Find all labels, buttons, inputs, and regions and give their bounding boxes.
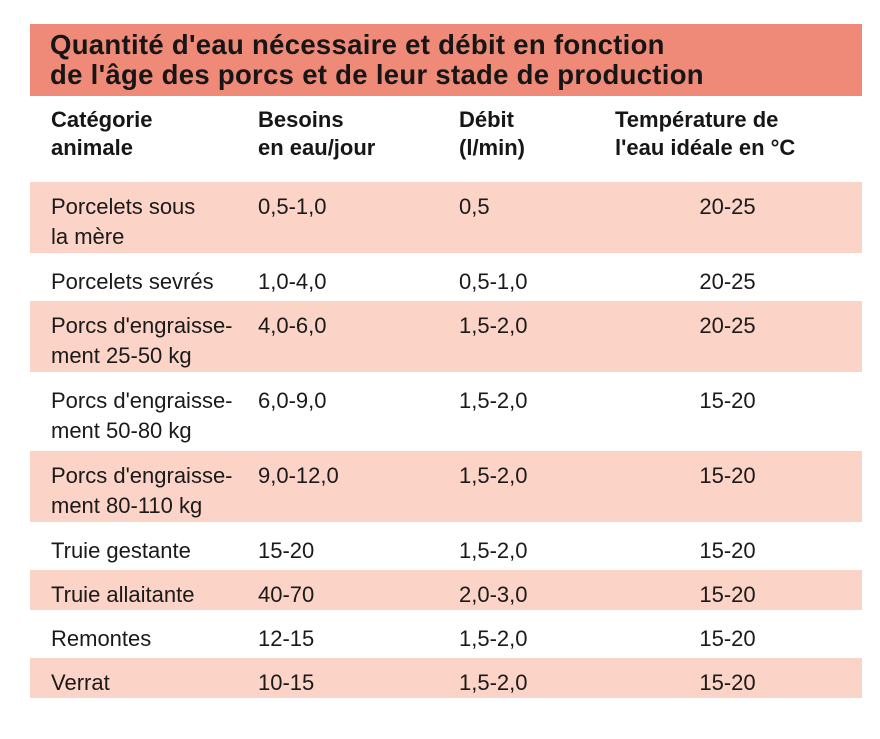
cell-debit: 1,5-2,0 [459,388,528,413]
cell-temperature: 15-20 [699,388,756,413]
cell-category: Porcelets sous la mère [51,194,196,249]
cell-category: Verrat [51,670,110,695]
cell-debit: 1,5-2,0 [459,538,528,563]
table-header [30,96,862,182]
header-besoins: Besoins en eau/jour [258,107,376,160]
cell-besoins: 40-70 [258,582,315,607]
cell-debit: 1,5-2,0 [459,670,528,695]
cell-temperature: 15-20 [699,463,756,488]
water-table [30,24,862,702]
cell-temperature: 15-20 [699,670,756,695]
table-row [30,182,862,257]
table-row [30,376,862,451]
cell-category: Porcs d'engraisse- ment 50-80 kg [51,388,233,443]
cell-debit: 1,5-2,0 [459,626,528,651]
cell-temperature: 15-20 [699,538,756,563]
cell-besoins: 4,0-6,0 [258,313,327,338]
cell-category: Porcelets sevrés [51,269,214,294]
cell-category: Truie gestante [51,538,191,563]
header-category: Catégorie animale [51,107,153,160]
header-debit: Débit (l/min) [459,107,525,160]
cell-debit: 1,5-2,0 [459,313,528,338]
table-row [30,451,862,526]
cell-debit: 2,0-3,0 [459,582,528,607]
cell-besoins: 12-15 [258,626,315,651]
cell-category: Truie allaitante [51,582,195,607]
cell-temperature: 20-25 [699,194,756,219]
cell-besoins: 15-20 [258,538,315,563]
table-row [30,257,862,301]
cell-debit: 0,5 [459,194,490,219]
table-row [30,301,862,376]
table-row [30,570,862,614]
cell-temperature: 20-25 [699,313,756,338]
cell-temperature: 20-25 [699,269,756,294]
table-row [30,526,862,570]
table-row [30,658,862,702]
cell-temperature: 15-20 [699,582,756,607]
cell-debit: 1,5-2,0 [459,463,528,488]
cell-temperature: 15-20 [699,626,756,651]
cell-debit: 0,5-1,0 [459,269,528,294]
header-temperature: Température de l'eau idéale en °C [615,107,796,160]
cell-besoins: 10-15 [258,670,315,695]
cell-besoins: 1,0-4,0 [258,269,327,294]
title-line-1: Quantité d'eau nécessaire et débit en fonction [50,29,665,60]
table-row [30,614,862,658]
cell-category: Remontes [51,626,152,651]
cell-category: Porcs d'engraisse- ment 25-50 kg [51,313,233,368]
title-line-2: de l'âge des porcs et de leur stade de production [50,59,704,90]
cell-besoins: 0,5-1,0 [258,194,327,219]
table-title [30,24,862,96]
cell-category: Porcs d'engraisse- ment 80-110 kg [51,463,233,518]
cell-besoins: 6,0-9,0 [258,388,327,413]
cell-besoins: 9,0-12,0 [258,463,339,488]
